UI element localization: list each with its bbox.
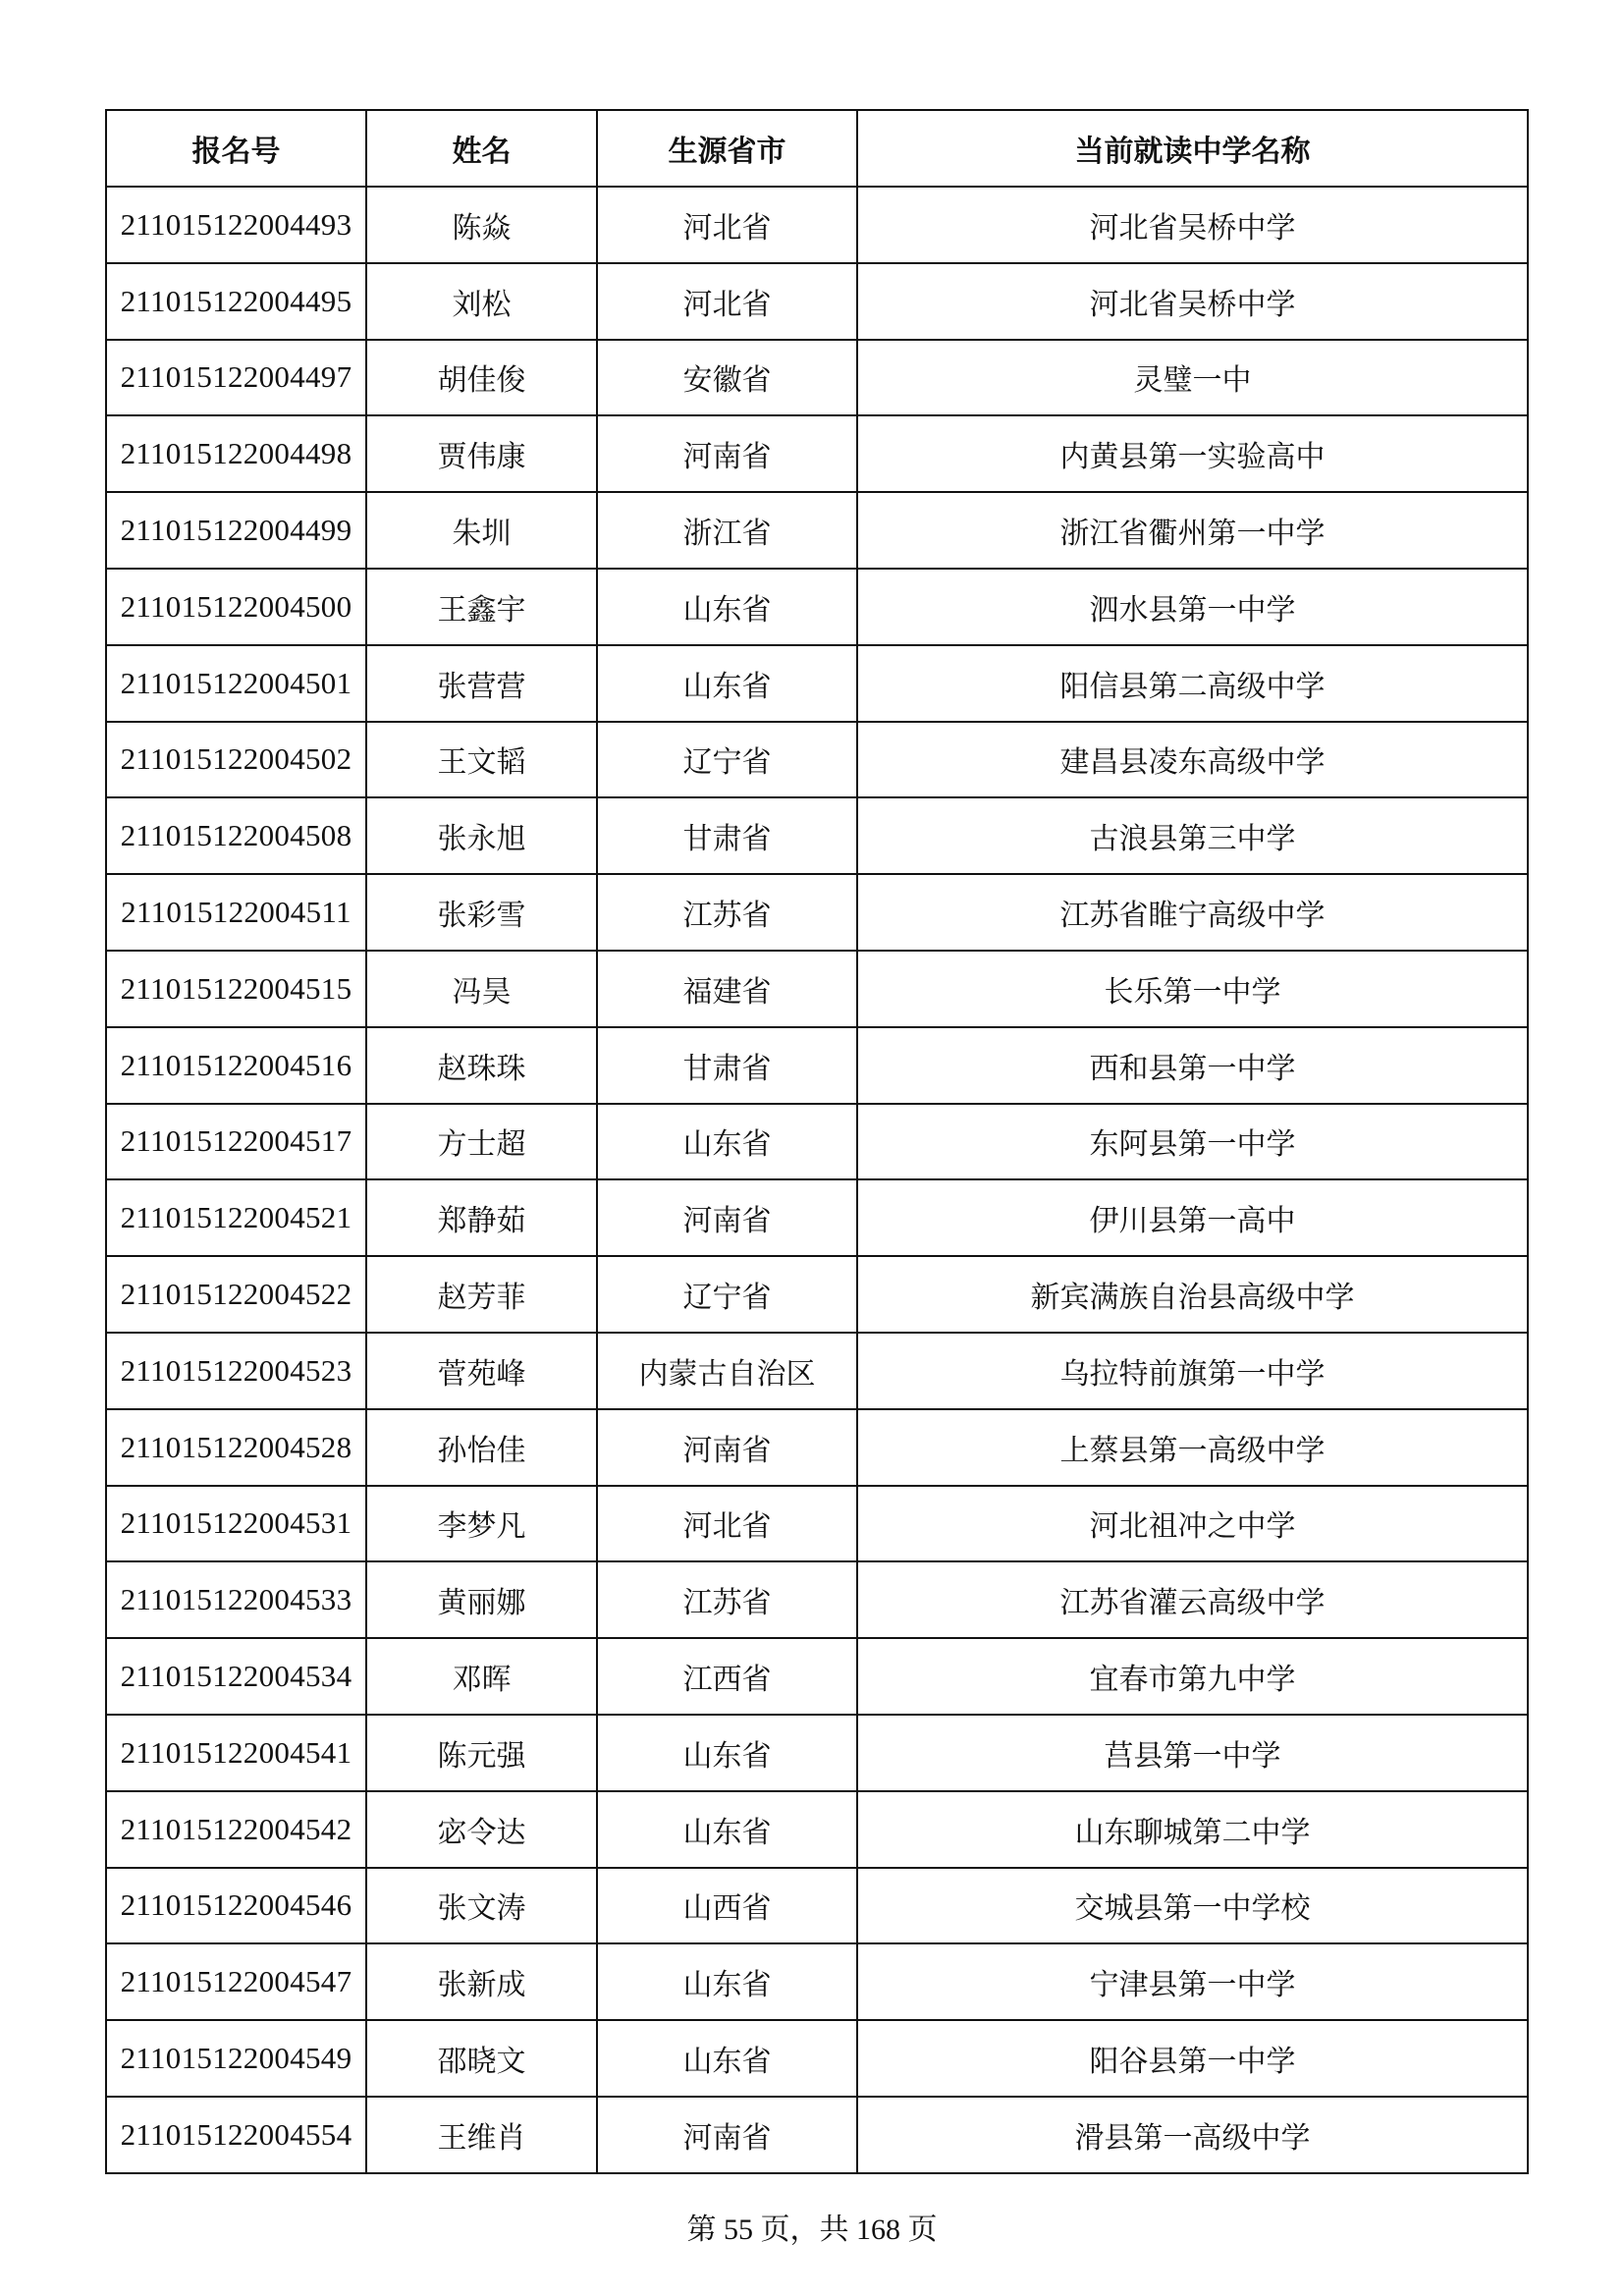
table-row <box>106 1868 1528 1944</box>
current-school-cell: 东阿县第一中学 <box>857 1104 1528 1180</box>
footer-total-pages: 168 <box>856 2214 900 2246</box>
table-row <box>106 1104 1528 1180</box>
table-row <box>106 1486 1528 1562</box>
table-row <box>106 2097 1528 2173</box>
source-province-cell: 山东省 <box>597 1104 857 1180</box>
current-school-cell: 灵璧一中 <box>857 340 1528 416</box>
table-row <box>106 1333 1528 1409</box>
header-name: 姓名 <box>366 110 597 187</box>
source-province-cell: 山东省 <box>597 2020 857 2097</box>
current-school-cell: 河北祖冲之中学 <box>857 1486 1528 1562</box>
student-name-cell: 赵珠珠 <box>366 1027 597 1104</box>
table-row <box>106 1256 1528 1333</box>
current-school-cell: 上蔡县第一高级中学 <box>857 1409 1528 1486</box>
registration-number-cell: 211015122004523 <box>106 1333 366 1409</box>
table-row <box>106 1715 1528 1791</box>
table-row <box>106 1027 1528 1104</box>
source-province-cell: 山东省 <box>597 1715 857 1791</box>
footer-current-page: 55 <box>724 2214 753 2246</box>
registration-number-cell: 211015122004497 <box>106 340 366 416</box>
registration-number-cell: 211015122004547 <box>106 1943 366 2020</box>
source-province-cell: 内蒙古自治区 <box>597 1333 857 1409</box>
registration-number-cell: 211015122004493 <box>106 187 366 263</box>
table-row <box>106 492 1528 569</box>
source-province-cell: 山东省 <box>597 645 857 722</box>
source-province-cell: 江苏省 <box>597 874 857 951</box>
source-province-cell: 山东省 <box>597 1791 857 1868</box>
registration-number-cell: 211015122004515 <box>106 951 366 1027</box>
footer-suffix: 页 <box>907 2214 938 2246</box>
table-row <box>106 187 1528 263</box>
current-school-cell: 滑县第一高级中学 <box>857 2097 1528 2173</box>
student-name-cell: 郑静茹 <box>366 1179 597 1256</box>
current-school-cell: 西和县第一中学 <box>857 1027 1528 1104</box>
student-name-cell: 陈元强 <box>366 1715 597 1791</box>
footer-middle: 页，共 <box>760 2214 849 2246</box>
source-province-cell: 山东省 <box>597 1943 857 2020</box>
table-header <box>106 110 1528 187</box>
current-school-cell: 河北省吴桥中学 <box>857 263 1528 340</box>
student-name-cell: 张新成 <box>366 1943 597 2020</box>
current-school-cell: 伊川县第一高中 <box>857 1179 1528 1256</box>
source-province-cell: 山东省 <box>597 569 857 645</box>
table-row <box>106 951 1528 1027</box>
source-province-cell: 山西省 <box>597 1868 857 1944</box>
table-row <box>106 340 1528 416</box>
student-name-cell: 赵芳菲 <box>366 1256 597 1333</box>
registration-number-cell: 211015122004531 <box>106 1486 366 1562</box>
student-name-cell: 贾伟康 <box>366 415 597 492</box>
registration-number-cell: 211015122004521 <box>106 1179 366 1256</box>
registration-number-cell: 211015122004534 <box>106 1638 366 1715</box>
table-row <box>106 874 1528 951</box>
student-name-cell: 朱圳 <box>366 492 597 569</box>
table-row <box>106 1561 1528 1638</box>
registration-number-cell: 211015122004511 <box>106 874 366 951</box>
registration-number-cell: 211015122004542 <box>106 1791 366 1868</box>
student-name-cell: 王文韬 <box>366 722 597 798</box>
student-name-cell: 宓令达 <box>366 1791 597 1868</box>
registration-number-cell: 211015122004499 <box>106 492 366 569</box>
table-row <box>106 1943 1528 2020</box>
source-province-cell: 浙江省 <box>597 492 857 569</box>
current-school-cell: 山东聊城第二中学 <box>857 1791 1528 1868</box>
source-province-cell: 河南省 <box>597 415 857 492</box>
source-province-cell: 安徽省 <box>597 340 857 416</box>
student-name-cell: 孙怡佳 <box>366 1409 597 1486</box>
student-name-cell: 邓晖 <box>366 1638 597 1715</box>
header-current-school: 当前就读中学名称 <box>857 110 1528 187</box>
student-name-cell: 王维肖 <box>366 2097 597 2173</box>
current-school-cell: 浙江省衢州第一中学 <box>857 492 1528 569</box>
current-school-cell: 莒县第一中学 <box>857 1715 1528 1791</box>
header-row <box>106 110 1528 187</box>
admission-list-table <box>105 109 1529 2174</box>
current-school-cell: 江苏省睢宁高级中学 <box>857 874 1528 951</box>
page-footer <box>0 2205 1624 2248</box>
registration-number-cell: 211015122004516 <box>106 1027 366 1104</box>
registration-number-cell: 211015122004501 <box>106 645 366 722</box>
table-row <box>106 569 1528 645</box>
student-name-cell: 张营营 <box>366 645 597 722</box>
source-province-cell: 福建省 <box>597 951 857 1027</box>
registration-number-cell: 211015122004502 <box>106 722 366 798</box>
table-body <box>106 187 1528 2173</box>
current-school-cell: 交城县第一中学校 <box>857 1868 1528 1944</box>
student-name-cell: 冯昊 <box>366 951 597 1027</box>
registration-number-cell: 211015122004495 <box>106 263 366 340</box>
source-province-cell: 江苏省 <box>597 1561 857 1638</box>
table-row <box>106 1791 1528 1868</box>
source-province-cell: 甘肃省 <box>597 797 857 874</box>
current-school-cell: 内黄县第一实验高中 <box>857 415 1528 492</box>
table-row <box>106 263 1528 340</box>
header-registration-number: 报名号 <box>106 110 366 187</box>
current-school-cell: 江苏省灌云高级中学 <box>857 1561 1528 1638</box>
source-province-cell: 河北省 <box>597 263 857 340</box>
table-row <box>106 645 1528 722</box>
current-school-cell: 建昌县凌东高级中学 <box>857 722 1528 798</box>
table-row <box>106 2020 1528 2097</box>
current-school-cell: 泗水县第一中学 <box>857 569 1528 645</box>
source-province-cell: 辽宁省 <box>597 722 857 798</box>
current-school-cell: 阳信县第二高级中学 <box>857 645 1528 722</box>
student-name-cell: 陈焱 <box>366 187 597 263</box>
footer-prefix: 第 <box>686 2214 717 2246</box>
header-source-province: 生源省市 <box>597 110 857 187</box>
current-school-cell: 宜春市第九中学 <box>857 1638 1528 1715</box>
source-province-cell: 河北省 <box>597 187 857 263</box>
student-name-cell: 方士超 <box>366 1104 597 1180</box>
source-province-cell: 河南省 <box>597 1409 857 1486</box>
current-school-cell: 河北省吴桥中学 <box>857 187 1528 263</box>
table-row <box>106 1409 1528 1486</box>
current-school-cell: 阳谷县第一中学 <box>857 2020 1528 2097</box>
student-name-cell: 胡佳俊 <box>366 340 597 416</box>
registration-number-cell: 211015122004500 <box>106 569 366 645</box>
table-row <box>106 1179 1528 1256</box>
registration-number-cell: 211015122004554 <box>106 2097 366 2173</box>
registration-number-cell: 211015122004541 <box>106 1715 366 1791</box>
student-name-cell: 张彩雪 <box>366 874 597 951</box>
table-row <box>106 1638 1528 1715</box>
registration-number-cell: 211015122004533 <box>106 1561 366 1638</box>
registration-number-cell: 211015122004508 <box>106 797 366 874</box>
table-row <box>106 722 1528 798</box>
registration-number-cell: 211015122004546 <box>106 1868 366 1944</box>
current-school-cell: 乌拉特前旗第一中学 <box>857 1333 1528 1409</box>
registration-number-cell: 211015122004528 <box>106 1409 366 1486</box>
student-name-cell: 张永旭 <box>366 797 597 874</box>
registration-number-cell: 211015122004498 <box>106 415 366 492</box>
registration-number-cell: 211015122004549 <box>106 2020 366 2097</box>
source-province-cell: 河北省 <box>597 1486 857 1562</box>
registration-number-cell: 211015122004522 <box>106 1256 366 1333</box>
student-name-cell: 王鑫宇 <box>366 569 597 645</box>
current-school-cell: 新宾满族自治县高级中学 <box>857 1256 1528 1333</box>
student-name-cell: 李梦凡 <box>366 1486 597 1562</box>
student-name-cell: 邵晓文 <box>366 2020 597 2097</box>
source-province-cell: 河南省 <box>597 1179 857 1256</box>
current-school-cell: 古浪县第三中学 <box>857 797 1528 874</box>
student-name-cell: 刘松 <box>366 263 597 340</box>
table-row <box>106 797 1528 874</box>
current-school-cell: 宁津县第一中学 <box>857 1943 1528 2020</box>
source-province-cell: 河南省 <box>597 2097 857 2173</box>
source-province-cell: 甘肃省 <box>597 1027 857 1104</box>
student-name-cell: 黄丽娜 <box>366 1561 597 1638</box>
student-name-cell: 张文涛 <box>366 1868 597 1944</box>
current-school-cell: 长乐第一中学 <box>857 951 1528 1027</box>
registration-number-cell: 211015122004517 <box>106 1104 366 1180</box>
table-row <box>106 415 1528 492</box>
source-province-cell: 辽宁省 <box>597 1256 857 1333</box>
student-name-cell: 菅苑峰 <box>366 1333 597 1409</box>
source-province-cell: 江西省 <box>597 1638 857 1715</box>
